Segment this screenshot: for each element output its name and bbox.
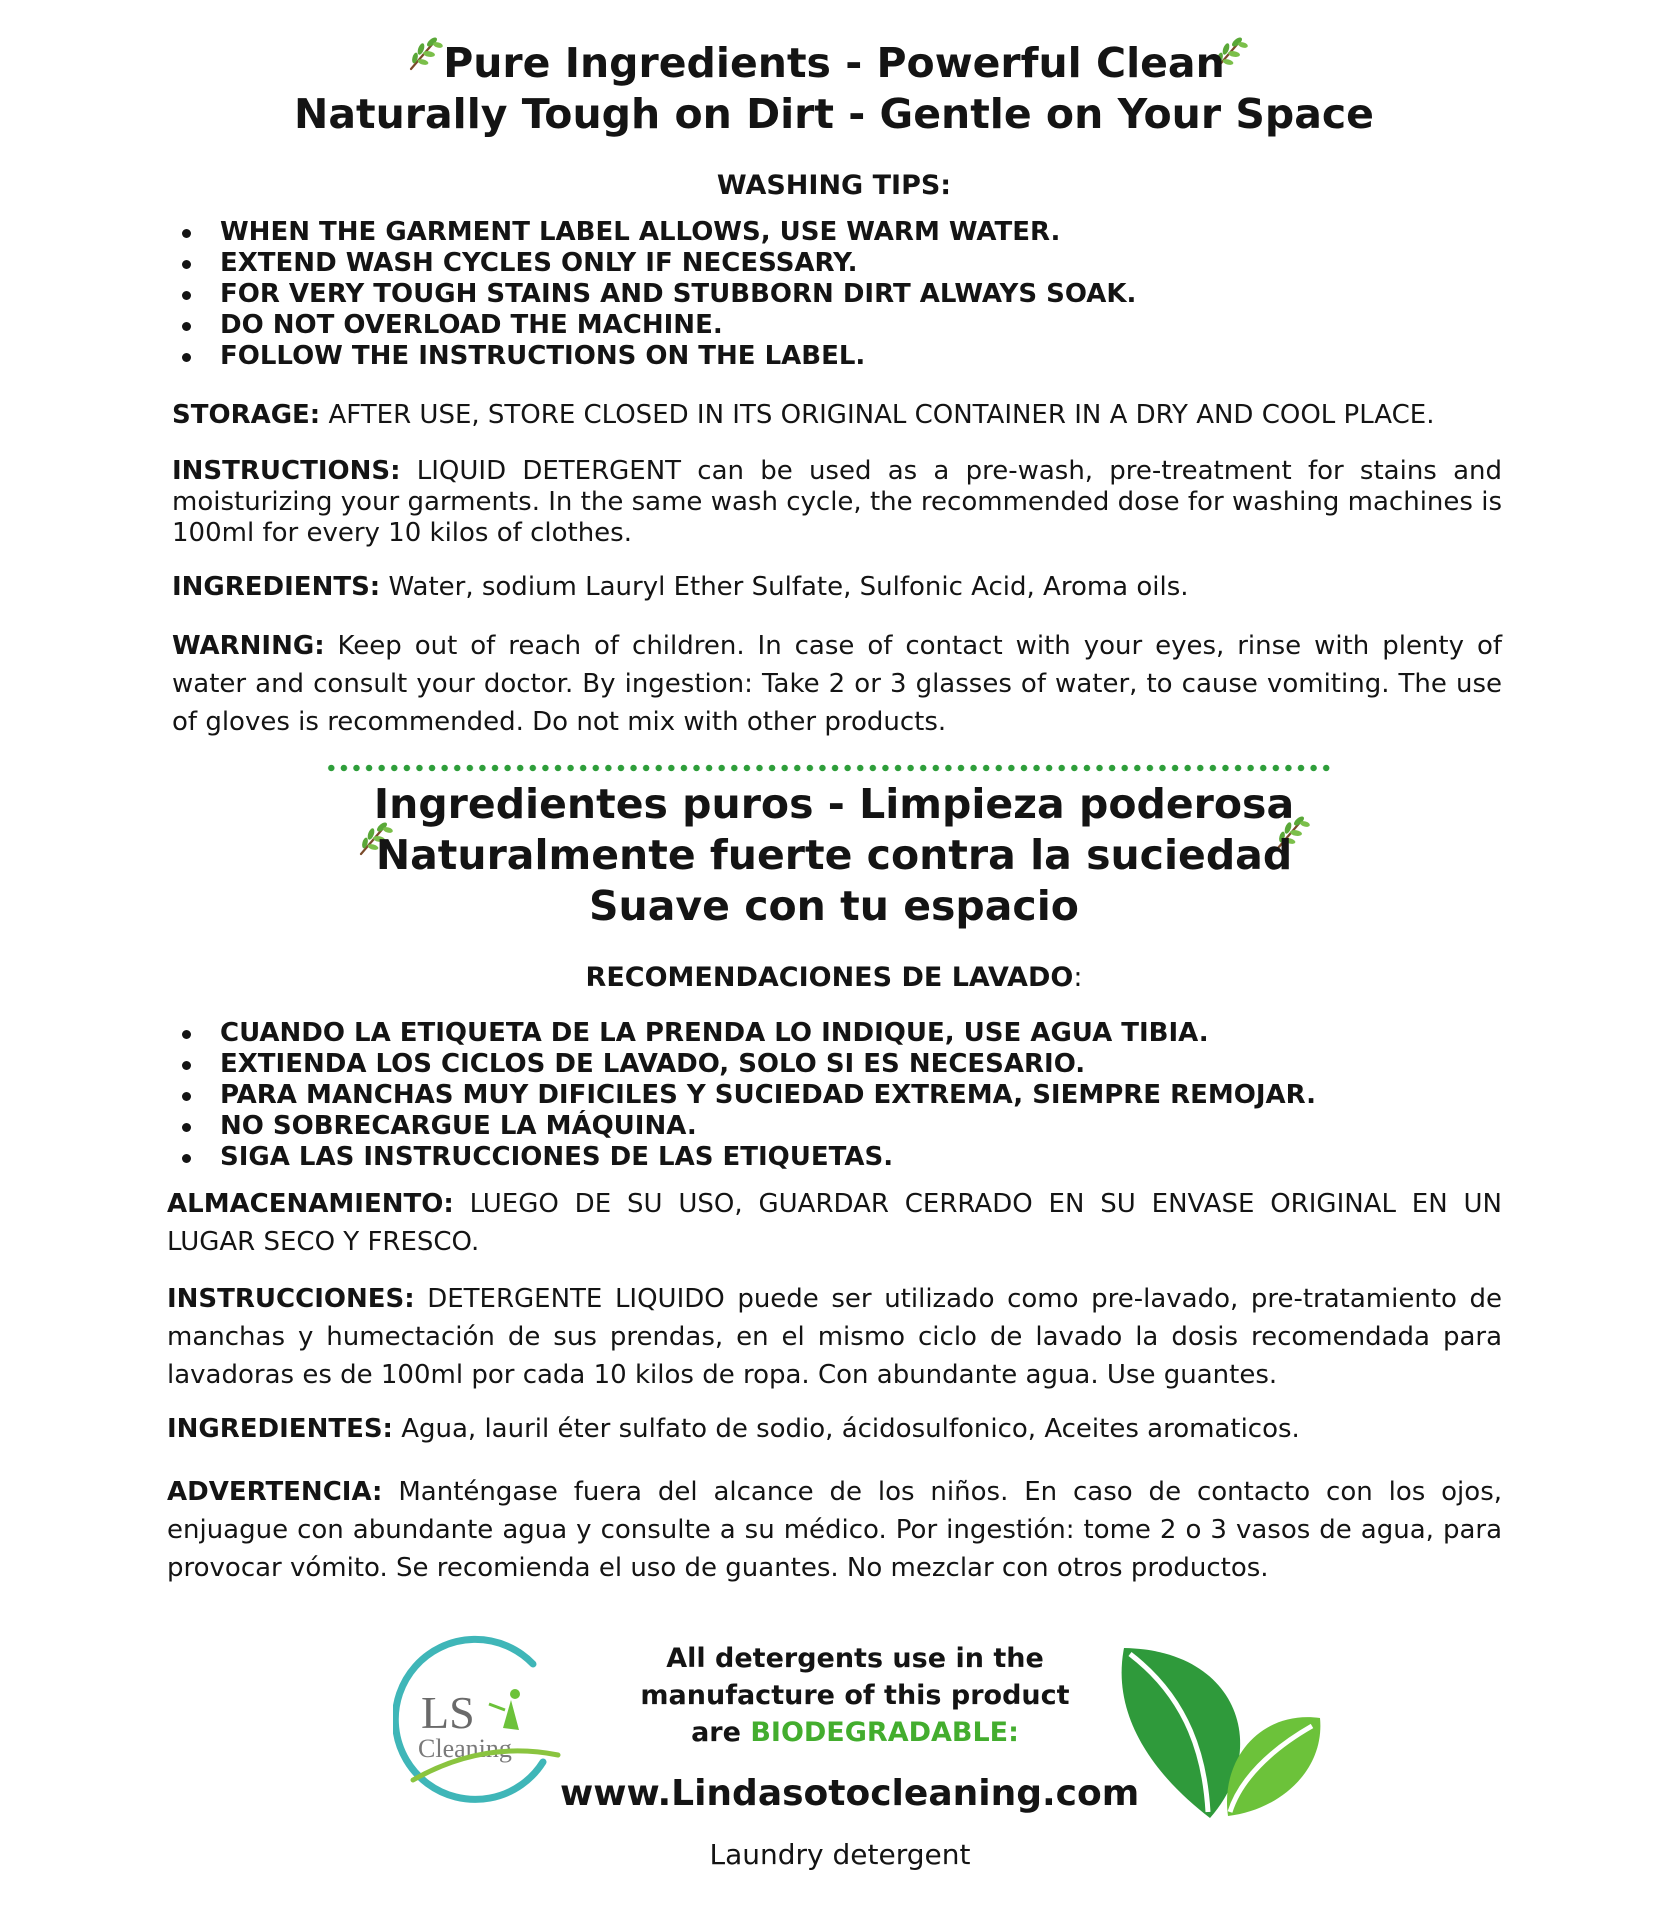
note-line-1: All detergents use in the [666,1643,1044,1674]
ingredientes-label: INGREDIENTES: [167,1414,393,1444]
warning-paragraph [172,627,1502,741]
ingredientes-paragraph [167,1410,1502,1448]
biodegradable-note [600,1640,1110,1751]
ingredients-label: INGREDIENTS: [172,572,381,602]
washing-tips-heading: WASHING TIPS: [716,170,952,201]
almacenamiento-paragraph [167,1185,1502,1261]
recomendaciones-heading [0,962,1668,993]
advertencia-paragraph [167,1473,1502,1587]
title-line-2: Naturally Tough on Dirt - Gentle on Your Space [294,90,1374,138]
warning-text: Keep out of reach of children. In case of contact with your eyes, rinse with plenty of water and consult your doctor. By ingestion: Take 2 or 3 glasses of water, to cause vomiting. The use of gloves is recommended. Do not mix with other products. [172,631,1502,737]
logo-word: Cleaning [418,1734,512,1763]
note-line-3 [600,1714,1110,1751]
logo-initials: LS [421,1687,475,1738]
instructions-label: INSTRUCTIONS: [172,456,401,486]
leaves-icon [1120,1640,1330,1830]
dotted-divider [325,764,1331,772]
website-link[interactable]: www.Lindasotocleaning.com [560,1773,1140,1814]
list-item: CUANDO LA ETIQUETA DE LA PRENDA LO INDIQUE, USE AGUA TIBIA. [170,1018,1316,1049]
list-item: PARA MANCHAS MUY DIFICILES Y SUCIEDAD EXTREMA, SIEMPRE REMOJAR. [170,1080,1316,1111]
recomendaciones-list [170,1018,1316,1173]
list-item: FOLLOW THE INSTRUCTIONS ON THE LABEL. [170,341,1136,372]
biodegradable-highlight: BIODEGRADABLE: [750,1717,1019,1748]
instrucciones-paragraph [167,1280,1502,1394]
spanish-title-line-3: Suave con tu espacio [589,882,1079,930]
spanish-title-line-1: Ingredientes puros - Limpieza poderosa [373,780,1295,828]
title-line-1: Pure Ingredients - Powerful Clean [443,39,1225,87]
list-item: FOR VERY TOUGH STAINS AND STUBBORN DIRT ALWAYS SOAK. [170,279,1136,310]
almacenamiento-label: ALMACENAMIENTO: [167,1189,454,1219]
list-item: NO SOBRECARGUE LA MÁQUINA. [170,1111,1316,1142]
spanish-title-line-2: Naturalmente fuerte contra la suciedad [375,831,1293,879]
instrucciones-text: DETERGENTE LIQUIDO puede ser utilizado como pre-lavado, pre-tratamiento de manchas y humectación de sus prendas, en el mismo ciclo de lavado la dosis recomendada para lavadoras es de 100ml por cada 10 kilos de ropa. Con abundante agua. Use guantes. [167,1284,1503,1390]
recomendaciones-heading-colon: : [1073,962,1083,993]
product-type: Laundry detergent [709,1838,971,1871]
recomendaciones-heading-text: RECOMENDACIONES DE LAVADO [585,962,1074,993]
advertencia-label: ADVERTENCIA: [167,1477,383,1507]
ingredientes-text: Agua, lauril éter sulfato de sodio, ácidosulfonico, Aceites aromaticos. [401,1414,1300,1444]
ingredients-paragraph [172,572,1502,603]
list-item: EXTIENDA LOS CICLOS DE LAVADO, SOLO SI ES NECESARIO. [170,1049,1316,1080]
list-item: SIGA LAS INSTRUCCIONES DE LAS ETIQUETAS. [170,1142,1316,1173]
washing-tips-list [170,217,1136,372]
instrucciones-label: INSTRUCCIONES: [167,1284,415,1314]
almacenamiento-text: LUEGO DE SU USO, GUARDAR CERRADO EN SU ENVASE ORIGINAL EN UN LUGAR SECO Y FRESCO. [167,1189,1503,1257]
warning-label: WARNING: [172,631,325,661]
ls-cleaning-logo [393,1630,573,1810]
storage-paragraph [172,400,1502,431]
instructions-text: LIQUID DETERGENT can be used as a pre-wash, pre-treatment for stains and moisturizing your garments. In the same wash cycle, the recommended dose for washing machines is 100ml for every 10 kilos of clothes. [172,456,1503,548]
note-line-3-prefix: are [691,1717,751,1748]
advertencia-text: Manténgase fuera del alcance de los niños. En caso de contacto con los ojos, enjuague con abundante agua y consulte a su médico. Por ingestión: tome 2 o 3 vasos de agua, para provocar vómito. Se recomienda el uso de guantes. No mezclar con otros productos. [167,1477,1502,1583]
note-line-2: manufacture of this product [640,1680,1070,1711]
ingredients-text: Water, sodium Lauryl Ether Sulfate, Sulfonic Acid, Aroma oils. [388,572,1189,602]
list-item: WHEN THE GARMENT LABEL ALLOWS, USE WARM WATER. [170,217,1136,248]
list-item: DO NOT OVERLOAD THE MACHINE. [170,310,1136,341]
instructions-paragraph [172,456,1502,549]
list-item: EXTEND WASH CYCLES ONLY IF NECESSARY. [170,248,1136,279]
storage-label: STORAGE: [172,400,321,430]
storage-text: AFTER USE, STORE CLOSED IN ITS ORIGINAL CONTAINER IN A DRY AND COOL PLACE. [328,400,1435,430]
